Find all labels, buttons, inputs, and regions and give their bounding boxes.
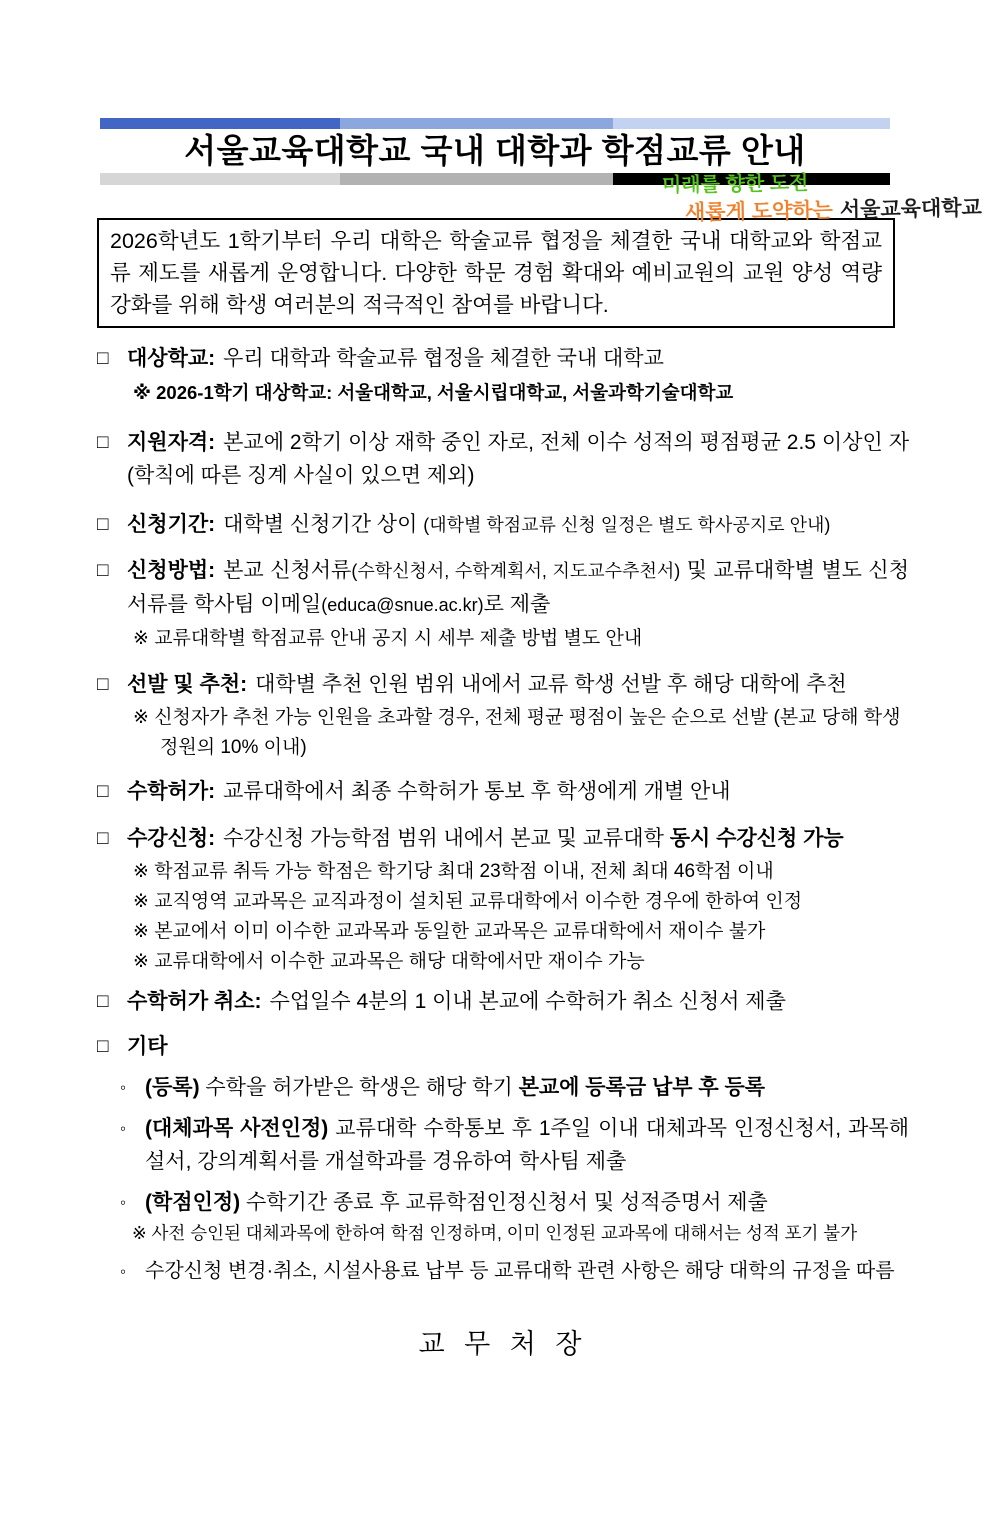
signature-academic-affairs-director: 교 무 처 장 [418,1329,588,1359]
section-body: 대학별 추천 인원 범위 내에서 교류 학생 선발 후 해당 대학에 추천 [255,673,847,696]
etc-item-line [145,1186,909,1219]
document-list-small: (수학신청서, 수학계획서, 지도교수추천서) [351,561,681,581]
circle-bullet-icon: ◦ [120,1193,127,1212]
title-top-bar [100,118,890,129]
section-heading: 지원자격: [127,431,216,454]
etc-item-text: 교류대학 수학통보 후 1주일 이내 대체과목 인정신청서, 과목해설서, 강의계획서를 개설학과를 경유하여 학사팀 제출 [145,1117,909,1173]
bar-segment [340,118,613,129]
etc-item-text: 수강신청 변경·취소, 시설사용료 납부 등 교류대학 관련 사항은 해당 대학의 규정을 따름 [145,1260,895,1282]
section-body: 대학별 신청기간 상이 [223,513,418,536]
section-line [127,668,909,701]
square-bullet-icon: □ [97,828,109,849]
etc-item-registration [120,1071,909,1104]
bar-segment [100,118,340,129]
bar-segment [340,173,613,185]
document-title: 서울교육대학교 국내 대학과 학점교류 안내 [184,132,806,169]
section-line [127,822,909,855]
section-body: 본교에 2학기 이상 재학 중인 자로, 전체 이수 성적의 평점평균 2.5 이상인 자 (학칙에 따른 징계 사실이 있으면 제외) [127,431,909,487]
etc-item-text: 수학기간 종료 후 교류학점인정신청서 및 성적증명서 제출 [240,1191,768,1214]
section-line [127,426,909,492]
logo-university-name: 서울교육대학교 [839,196,983,222]
square-bullet-icon: □ [97,1036,109,1057]
intro-box [97,218,895,328]
section-body: 본교 신청서류 [223,559,352,582]
notice-body [97,342,909,1362]
section-heading: 선발 및 추천: [127,673,248,696]
square-bullet-icon: □ [97,514,109,535]
logo-tagline-line2 [685,196,982,225]
square-bullet-icon: □ [97,781,109,802]
etc-item-line [145,1112,909,1178]
section-period [97,508,909,542]
section-body: 로 제출 [483,593,551,616]
etc-item-label: (학점인정) [145,1191,241,1214]
square-bullet-icon: □ [97,674,109,695]
circle-bullet-icon: ◦ [120,1078,127,1097]
logo-tagline-accent: 새롭게 도약하는 [684,199,834,225]
bar-segment [613,118,890,129]
square-bullet-icon: □ [97,432,109,453]
section-note: ※ 학점교류 취득 가능 학점은 학기당 최대 23학점 이내, 전체 최대 46학점 이내 [133,861,774,882]
square-bullet-icon: □ [97,560,109,581]
section-heading: 대상학교: [127,347,216,370]
section-line [127,775,909,808]
etc-item-exchange-rules [120,1255,909,1288]
section-line [127,1030,909,1063]
email-address: (educa@snue.ac.kr) [321,595,484,615]
section-etc [97,1030,909,1288]
section-body-bold: 동시 수강신청 가능 [669,827,844,850]
section-heading: 수강신청: [127,827,216,850]
section-permission [97,775,909,808]
section-note: ※ 교직영역 교과목은 교직과정이 설치된 교류대학에서 이수한 경우에 한하여 인정 [133,891,803,912]
etc-item-text-bold: 본교에 등록금 납부 후 등록 [518,1076,766,1099]
section-body: 수업일수 4분의 1 이내 본교에 수학허가 취소 신청서 제출 [269,990,786,1013]
section-selection [97,668,909,763]
section-course-registration [97,822,909,977]
logo-tagline-line1: 미래를 향한 도전 [661,172,809,197]
section-body: 우리 대학과 학술교류 협정을 체결한 국내 대학교 [223,347,664,370]
etc-item-line [145,1071,909,1104]
section-body: 수강신청 가능학점 범위 내에서 본교 및 교류대학 [223,827,670,850]
section-heading: 신청기간: [127,513,216,536]
section-target-schools [97,342,909,408]
university-logo [658,172,982,223]
section-line [127,342,909,375]
section-line [127,985,909,1018]
section-cancel [97,985,909,1018]
etc-item-label: (대체과목 사전인정) [145,1117,329,1140]
etc-item-note: ※ 사전 승인된 대체과목에 한하여 학점 인정하며, 이미 인정된 교과목에 대해서는 성적 포기 불가 [132,1223,858,1243]
section-note: ※ 교류대학별 학점교류 안내 공지 시 세부 제출 방법 별도 안내 [133,628,643,649]
section-eligibility [97,426,909,492]
section-heading: 수학허가: [127,780,216,803]
etc-item-line [145,1255,909,1288]
etc-item-label: (등록) [145,1076,200,1099]
intro-text: 2026학년도 1학기부터 우리 대학은 학술교류 협정을 체결한 국내 대학교와 학점교류 제도를 새롭게 운영합니다. 다양한 학문 경험 확대와 예비교원의 교원 양성 역량 강화를 위해 학생 여러분의 적극적인 참여를 바랍니다. [110,229,882,317]
notice-document [0,118,992,1521]
square-bullet-icon: □ [97,348,109,369]
section-line [127,554,909,622]
section-note: ※ 신청자가 추천 가능 인원을 초과할 경우, 전체 평균 평점이 높은 순으로 선발 (본교 당해 학생정원의 10% 이내) [133,707,901,758]
section-heading: 신청방법: [127,559,216,582]
etc-item-substitute-course [120,1112,909,1178]
section-body: 및 교류대학별 별도 신청서류를 학사팀 이메일 [127,559,909,616]
section-note: ※ 본교에서 이미 이수한 교과목과 동일한 교과목은 교류대학에서 재이수 불가 [133,921,766,942]
bar-segment [100,173,340,185]
section-body: 교류대학에서 최종 수학허가 통보 후 학생에게 개별 안내 [223,780,731,803]
section-line [127,508,909,542]
section-heading: 수학허가 취소: [127,990,262,1013]
section-note: ※ 2026-1학기 대상학교: 서울대학교, 서울시립대학교, 서울과학기술대학교 [133,382,734,403]
section-note: ※ 교류대학에서 이수한 교과목은 해당 대학에서만 재이수 가능 [133,951,645,972]
circle-bullet-icon: ◦ [120,1262,127,1281]
section-heading: 기타 [127,1035,168,1058]
section-body-small: (대학별 학점교류 신청 일정은 별도 학사공지로 안내) [423,515,831,535]
square-bullet-icon: □ [97,991,109,1012]
section-method [97,554,909,654]
etc-item-text: 수학을 허가받은 학생은 해당 학기 [199,1076,519,1099]
etc-item-credit-recognition [120,1186,909,1247]
circle-bullet-icon: ◦ [120,1119,127,1138]
